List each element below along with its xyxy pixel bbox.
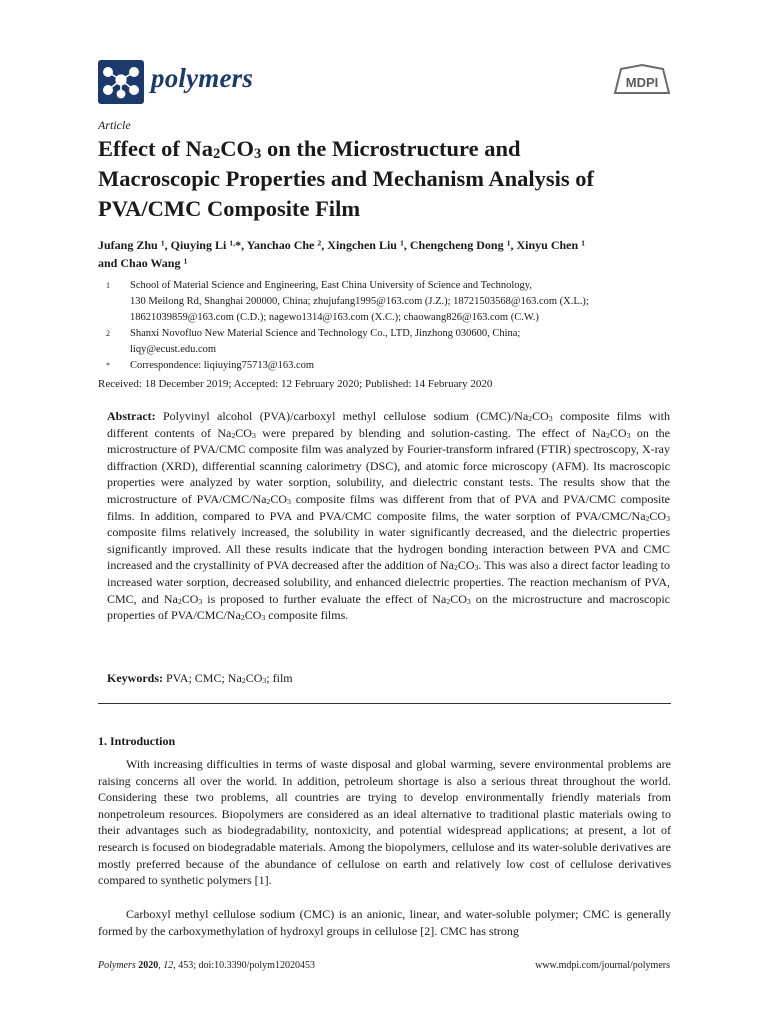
section-divider: [98, 703, 671, 704]
abstract-label: Abstract:: [107, 409, 156, 423]
publication-dates: Received: 18 December 2019; Accepted: 12 February 2020; Published: 14 February 2020: [98, 378, 493, 390]
abstract: Abstract: Polyvinyl alcohol (PVA)/carboxyl methyl cellulose sodium $(CMC)/Na_2CO_3$ composite films with different contents of $Na_2CO_3$ were prepared by blending and solution-casting. The effect of $Na_2CO_3$ on the microstructure of PVA/CMC composite film was analyzed by Fourier-transform infrared (FTIR) spectroscopy, X-ray diffraction (XRD), differential scanning calorimetry (DSC), and atomic force microscopy (AFM). Its macroscopic properties were analyzed by water sorption, solubility, and dielectric constant tests. The results show that the microstructure of PVA/$CMC/Na_2CO_3$ composite films was different from that of PVA and PVA/CMC composite films. In addition, compared to PVA and PVA/CMC composite films, the water sorption of PVA/$CMC/Na_2CO_3$ composite films relatively increased, the solubility in water significantly decreased, and the dielectric properties significantly improved. All these results indicate that the hydrogen bonding interaction between PVA and CMC increased and the crystallinity of PVA decreased after the addition of $Na_2CO_3$. This was also a direct factor leading to increased water sorption, decreased solubility, and enhanced dielectric properties. The reaction mechanism of PVA, CMC, and $Na_2CO_3$ is proposed to further evaluate the effect of $Na_2CO_3$ on the microstructure and macroscopic properties of PVA/$CMC/Na_2CO_3$ composite films.: [107, 409, 671, 623]
author-list: Jufang Zhu $^1$, Qiuying Li $^{1,}$*, Yanchao Che $^2$, Xingchen Liu $^1$, Chengcheng Dong $^1$, Xinyu Chen $^1$ and Chao Wang $^1$: [98, 238, 586, 270]
paper-title: [98, 134, 698, 224]
affiliation-marker: 1: [106, 281, 110, 290]
publisher-name: MDPI: [625, 75, 659, 90]
affiliation-text: Shanxi Novofluo New Material Science and Technology Co., LTD, Jinzhong 030600, China; liqy@ecust.edu.com: [130, 328, 521, 355]
title-line-1: Effect of $Na_2CO_3$ on the Microstructure and: [98, 136, 521, 163]
affiliation-text: School of Material Science and Engineering, East China University of Science and Technology, 130 Meilong Rd, Shanghai 200000, China; zhujufang1995@163.com (J.Z.); 18721503568@163.com (X.L.); 18621039859@163.com (C.D.); nagewo1314@163.com (X.C.); chaowang826@163.com (C.W.): [130, 280, 589, 323]
correspondence-marker: *: [106, 361, 110, 370]
keywords: Keywords: PVA; CMC; $Na_2CO_3$; film: [107, 671, 293, 686]
article-type: Article: [98, 118, 131, 132]
section-heading: 1. Introduction: [98, 734, 176, 748]
title-line-3: PVA/CMC Composite Film: [98, 196, 361, 221]
title-line-2: Macroscopic Properties and Mechanism Analysis of: [98, 166, 595, 191]
intro-paragraph-2: Carboxyl methyl cellulose sodium (CMC) is an anionic, linear, and water-soluble polymer; CMC is generally formed by the carboxymethylation of hydroxyl groups in cellulose [2]. CMC has strong: [98, 907, 671, 938]
footer-citation: Polymers 2020, 12, 453; doi:10.3390/polym12020453: [98, 960, 315, 971]
footer-journal-url[interactable]: www.mdpi.com/journal/polymers: [535, 960, 670, 971]
mdpi-logo-icon: [613, 63, 671, 99]
affiliation-marker: 2: [106, 329, 110, 338]
intro-paragraph-1: With increasing difficulties in terms of waste disposal and global warming, severe environmental problems are raising concerns all over the world. In addition, petroleum shortage is also a serious threat throughout the world. Considering these two problems, all countries are trying to develop environmentally friendly materials from nonpetroleum resources. Biopolymers are considered as an ideal alternative to traditional plastic materials owing to their advantages such as biodegradability, nontoxicity, and potential widespread applications; at present, a lot of research is focused on biodegradable materials. Among the biopolymers, cellulose and its water-soluble derivatives are mostly preferred because of the abundance of cellulose on earth and relatively low cost of cellulose derivatives compared to synthetic polymers [1].: [98, 757, 671, 888]
keywords-label: Keywords:: [107, 671, 163, 685]
correspondence-text: Correspondence: liqiuying75713@163.com: [130, 360, 315, 371]
polymers-logo-icon: [98, 60, 144, 104]
journal-name: polymers: [151, 63, 254, 93]
